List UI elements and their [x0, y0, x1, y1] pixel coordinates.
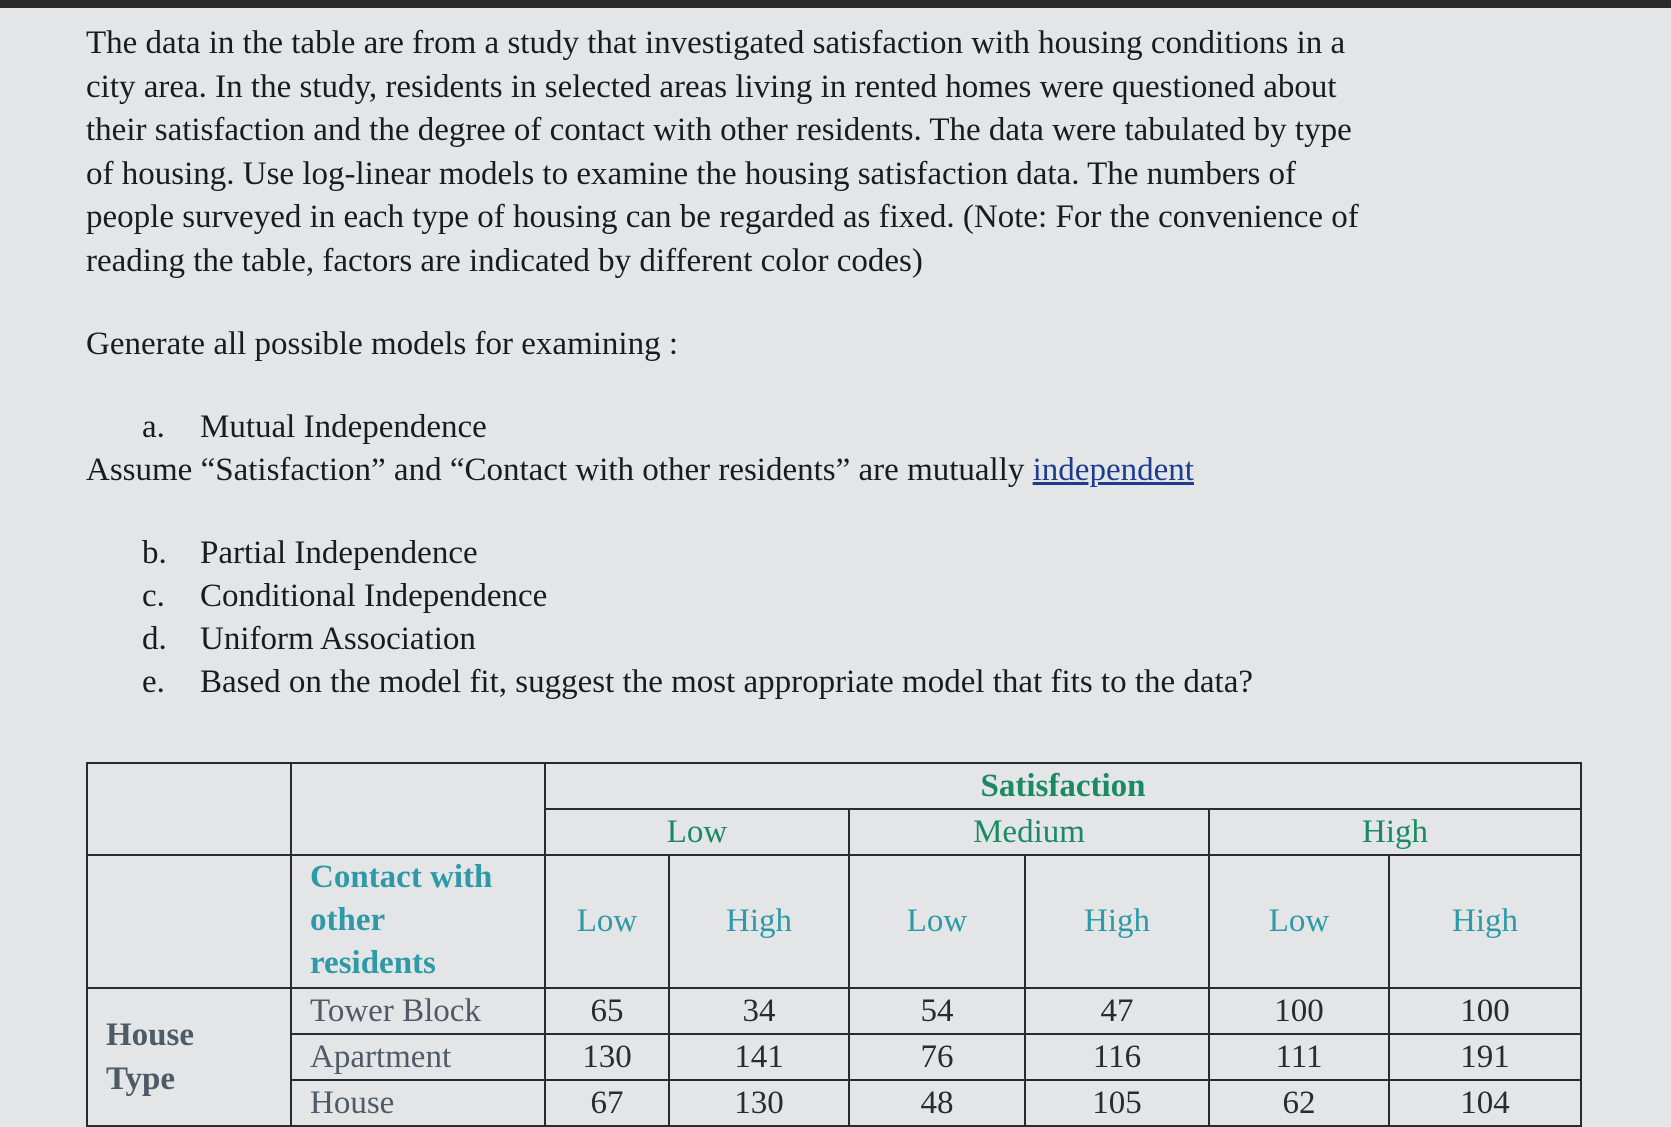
satisfaction-level-medium: Medium	[849, 809, 1209, 855]
intro-line: The data in the table are from a study that investigated satisfaction with housing conditions in a	[86, 25, 1346, 61]
question-list-a	[86, 406, 1566, 449]
table-cell: 104	[1389, 1080, 1581, 1126]
table-cell: 76	[849, 1034, 1025, 1080]
table-row-house	[87, 1080, 1581, 1126]
contact-level-high: High	[1389, 855, 1581, 988]
table-row-tower-block	[87, 988, 1581, 1034]
satisfaction-level-low: Low	[545, 809, 849, 855]
table-cell: 34	[669, 988, 849, 1034]
house-type-label	[87, 988, 291, 1126]
list-text: Uniform Association	[200, 621, 476, 657]
table-row-apartment	[87, 1034, 1581, 1080]
contact-header-line: residents	[310, 945, 436, 981]
table-cell: 100	[1209, 988, 1389, 1034]
header-row-satisfaction	[87, 763, 1581, 809]
table-cell: 111	[1209, 1034, 1389, 1080]
row-label: House	[291, 1080, 545, 1126]
table-cell: 141	[669, 1034, 849, 1080]
table-cell: 116	[1025, 1034, 1209, 1080]
table-cell: 65	[545, 988, 669, 1034]
table-cell: 67	[545, 1080, 669, 1126]
list-text: Based on the model fit, suggest the most appropriate model that fits to the data?	[200, 664, 1254, 700]
list-letter: d.	[142, 621, 167, 657]
prompt-text: Generate all possible models for examining :	[86, 326, 679, 362]
intro-line: of housing. Use log-linear models to examine the housing satisfaction data. The numbers of	[86, 155, 1297, 192]
table-cell: 47	[1025, 988, 1209, 1034]
intro-paragraph	[86, 22, 1566, 283]
contact-header-line: Contact with	[310, 859, 493, 895]
table-cell: 54	[849, 988, 1025, 1034]
assumption-text	[86, 449, 1566, 492]
table-cell: 48	[849, 1080, 1025, 1126]
question-document	[86, 22, 1566, 704]
list-item-a	[86, 406, 1566, 449]
house-type-line: House	[106, 1017, 195, 1053]
screen-top-edge	[0, 0, 1671, 8]
list-letter: b.	[142, 535, 167, 571]
intro-line: their satisfaction and the degree of contact with other residents. The data were tabulated by type	[86, 112, 1352, 148]
row-label: Apartment	[291, 1034, 545, 1080]
table-cell: 191	[1389, 1034, 1581, 1080]
contact-level-low: Low	[849, 855, 1025, 988]
list-letter: a.	[142, 409, 165, 445]
header-row-contact	[87, 855, 1581, 988]
question-list-b-e	[86, 532, 1566, 704]
list-text: Conditional Independence	[200, 578, 548, 614]
contact-level-low: Low	[1209, 855, 1389, 988]
contact-header-line: other	[310, 902, 386, 938]
list-text: Partial Independence	[200, 535, 478, 571]
list-item-c	[86, 575, 1566, 618]
contact-level-high: High	[669, 855, 849, 988]
table-cell: 130	[545, 1034, 669, 1080]
list-item-d	[86, 618, 1566, 661]
list-letter: e.	[142, 664, 165, 700]
contact-header	[291, 855, 545, 988]
table-cell: 62	[1209, 1080, 1389, 1126]
corner-cell	[291, 763, 545, 855]
list-item-b	[86, 532, 1566, 575]
corner-cell	[87, 763, 291, 855]
list-text: Mutual Independence	[200, 409, 487, 445]
assumption-body: Assume “Satisfaction” and “Contact with other residents” are mutually	[86, 452, 1033, 488]
house-type-line: Type	[106, 1061, 176, 1097]
independent-link[interactable]: independent	[1032, 452, 1194, 488]
table-cell: 105	[1025, 1080, 1209, 1126]
intro-line: city area. In the study, residents in selected areas living in rented homes were questioned about	[86, 68, 1337, 105]
corner-cell	[87, 855, 291, 988]
contact-level-high: High	[1025, 855, 1209, 988]
intro-line: reading the table, factors are indicated by different color codes)	[86, 242, 923, 279]
contact-level-low: Low	[545, 855, 669, 988]
list-letter: c.	[142, 578, 165, 614]
row-label: Tower Block	[291, 988, 545, 1034]
housing-satisfaction-table	[86, 762, 1582, 1127]
list-item-e	[86, 661, 1566, 704]
satisfaction-level-high: High	[1209, 809, 1581, 855]
table-cell: 130	[669, 1080, 849, 1126]
intro-line: people surveyed in each type of housing can be regarded as fixed. (Note: For the convenience of	[86, 199, 1359, 235]
satisfaction-header: Satisfaction	[545, 763, 1581, 809]
table-cell: 100	[1389, 988, 1581, 1034]
